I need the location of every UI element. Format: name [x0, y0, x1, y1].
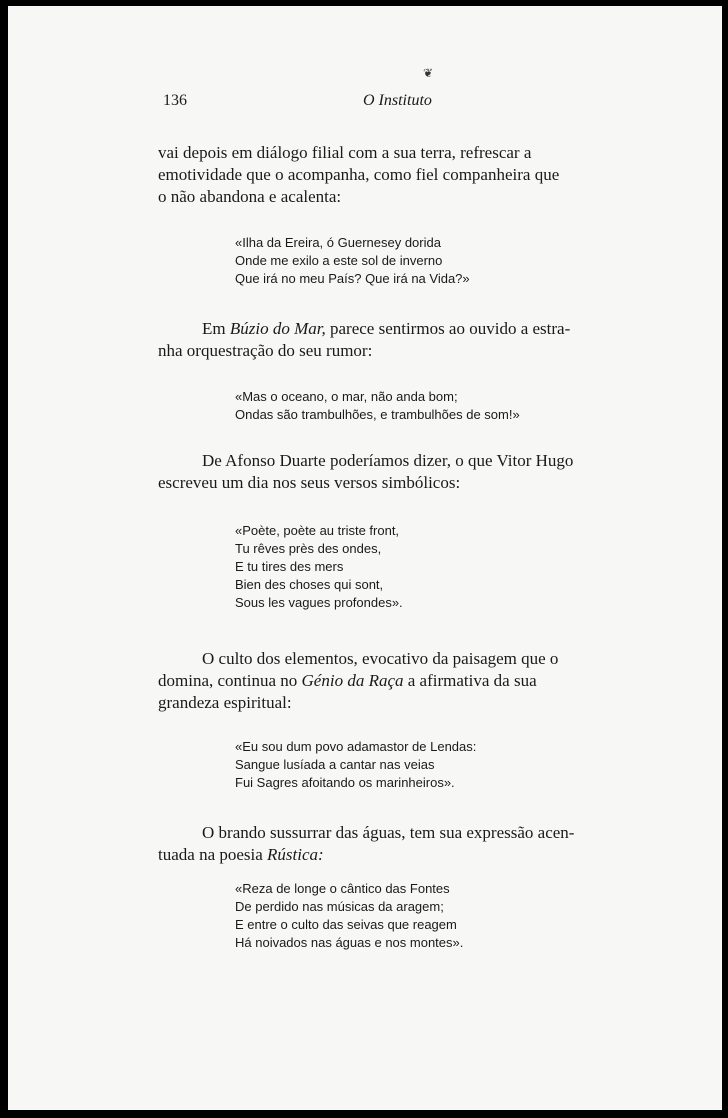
- page-number: 136: [163, 92, 187, 109]
- work-title: Búzio do Mar,: [229, 319, 326, 338]
- verse-line: Sous les vagues profondes».: [235, 595, 403, 610]
- paragraph-1: [158, 142, 642, 208]
- verse-line: «Ilha da Ereira, ó Guernesey dorida: [235, 235, 441, 250]
- verse-line: Fui Sagres afoitando os marinheiros».: [235, 775, 455, 790]
- verse-line: Onde me exilo a este sol de inverno: [235, 253, 443, 268]
- paragraph-2: [158, 318, 642, 362]
- verse-quote-3: [235, 522, 403, 612]
- verse-line: «Eu sou dum povo adamastor de Lendas:: [235, 739, 477, 754]
- verse-line: Que irá no meu País? Que irá na Vida?»: [235, 271, 470, 286]
- verse-quote-1: [235, 234, 470, 288]
- paragraph-line: escreveu um dia nos seus versos simbólicos:: [158, 473, 461, 492]
- paragraph-line: vai depois em diálogo filial com a sua terra, refrescar a: [158, 143, 532, 162]
- paragraph-line: De Afonso Duarte poderíamos dizer, o que Vitor Hugo: [202, 451, 574, 470]
- ornament-icon: ❦: [423, 66, 434, 80]
- work-title: Rústica:: [267, 845, 324, 864]
- verse-line: De perdido nas músicas da aragem;: [235, 899, 444, 914]
- verse-line: «Mas o oceano, o mar, não anda bom;: [235, 389, 458, 404]
- paragraph-line: domina, continua no Génio da Raça a afirmativa da sua: [158, 671, 537, 690]
- paragraph-5: [158, 822, 642, 866]
- paragraph-line: emotividade que o acompanha, como fiel companheira que: [158, 165, 560, 184]
- verse-line: Tu rêves près des ondes,: [235, 541, 382, 556]
- verse-quote-2: [235, 388, 520, 424]
- verse-quote-4: [235, 738, 476, 792]
- paragraph-line: nha orquestração do seu rumor:: [158, 341, 373, 360]
- verse-line: Há noivados nas águas e nos montes».: [235, 935, 464, 950]
- verse-quote-5: [235, 880, 463, 952]
- verse-line: Sangue lusíada a cantar nas veias: [235, 757, 435, 772]
- verse-line: E entre o culto das seivas que reagem: [235, 917, 457, 932]
- paragraph-line: Em Búzio do Mar, parece sentirmos ao ouvido a estra-: [202, 319, 571, 338]
- running-title: O Instituto: [363, 92, 432, 109]
- verse-line: «Reza de longe o cântico das Fontes: [235, 881, 450, 896]
- work-title: Génio da Raça: [301, 671, 404, 690]
- verse-line: Bien des choses qui sont,: [235, 577, 384, 592]
- paragraph-line: o não abandona e acalenta:: [158, 187, 342, 206]
- verse-line: E tu tires des mers: [235, 559, 344, 574]
- paragraph-line: O culto dos elementos, evocativo da paisagem que o: [202, 649, 559, 668]
- paragraph-line: O brando sussurrar das águas, tem sua expressão acen-: [202, 823, 575, 842]
- verse-line: Ondas são trambulhões, e trambulhões de som!»: [235, 407, 520, 422]
- paragraph-line: tuada na poesia Rústica:: [158, 845, 324, 864]
- paragraph-3: [158, 450, 642, 494]
- verse-line: «Poète, poète au triste front,: [235, 523, 400, 538]
- paragraph-4: [158, 648, 642, 714]
- paragraph-line: grandeza espiritual:: [158, 693, 292, 712]
